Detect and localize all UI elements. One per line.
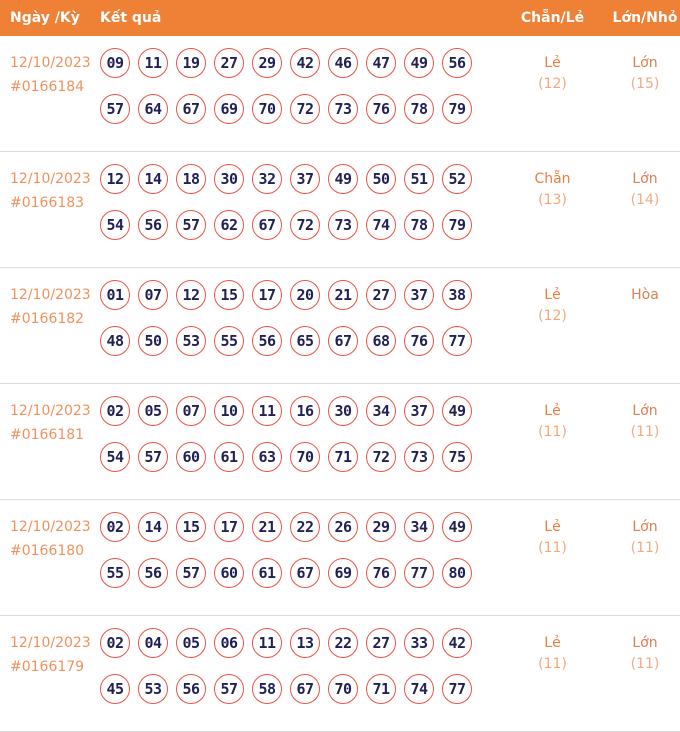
parity-count: (13) [538,192,567,208]
number-ball: 38 [442,280,472,310]
number-ball: 70 [328,674,358,704]
number-ball: 07 [176,396,206,426]
number-ball: 50 [138,326,168,356]
numbers-line-2 [100,674,495,704]
number-ball: 34 [404,512,434,542]
number-ball: 07 [138,280,168,310]
parity-label: Lẻ [544,635,561,651]
number-ball: 37 [404,396,434,426]
result-row [0,500,680,616]
number-ball: 02 [100,396,130,426]
draw-id: #0166183 [10,195,85,211]
number-ball: 65 [290,326,320,356]
number-ball: 60 [176,442,206,472]
parity-count: (11) [538,656,567,672]
number-ball: 06 [214,628,244,658]
numbers-line-2 [100,326,495,356]
number-ball: 42 [290,48,320,78]
draw-date: 12/10/2023 [10,519,91,535]
draw-id: #0166182 [10,311,85,327]
column-header-size: Lớn/Nhỏ [612,10,678,26]
number-ball: 20 [290,280,320,310]
draw-numbers-cell [100,512,495,588]
number-ball: 77 [442,674,472,704]
number-ball: 26 [328,512,358,542]
number-ball: 72 [290,94,320,124]
numbers-line-2 [100,442,495,472]
number-ball: 12 [176,280,206,310]
numbers-line-2 [100,94,495,124]
column-header-date: Ngày /Kỳ [10,10,80,26]
draw-numbers-cell [100,628,495,704]
size-label: Hòa [631,287,659,303]
number-ball: 77 [442,326,472,356]
result-row [0,384,680,500]
number-ball: 67 [252,210,282,240]
numbers-line-1 [100,512,495,542]
parity-count: (12) [538,308,567,324]
number-ball: 02 [100,512,130,542]
size-label: Lớn [632,519,658,535]
number-ball: 30 [328,396,358,426]
number-ball: 14 [138,512,168,542]
number-ball: 04 [138,628,168,658]
number-ball: 79 [442,94,472,124]
number-ball: 05 [176,628,206,658]
numbers-line-1 [100,280,495,310]
number-ball: 76 [366,94,396,124]
number-ball: 72 [290,210,320,240]
number-ball: 34 [366,396,396,426]
parity-cell [495,396,610,472]
draw-numbers-cell [100,396,495,472]
draw-info-cell [0,396,100,472]
number-ball: 67 [328,326,358,356]
number-ball: 71 [366,674,396,704]
result-row [0,616,680,732]
number-ball: 73 [328,94,358,124]
number-ball: 37 [404,280,434,310]
draw-info-cell [0,628,100,704]
number-ball: 21 [252,512,282,542]
number-ball: 56 [138,210,168,240]
number-ball: 55 [100,558,130,588]
number-ball: 56 [138,558,168,588]
number-ball: 11 [252,628,282,658]
draw-info-cell [0,280,100,356]
number-ball: 48 [100,326,130,356]
number-ball: 02 [100,628,130,658]
number-ball: 73 [404,442,434,472]
number-ball: 53 [176,326,206,356]
size-cell [610,48,680,124]
number-ball: 49 [442,512,472,542]
number-ball: 37 [290,164,320,194]
number-ball: 71 [328,442,358,472]
size-cell [610,164,680,240]
parity-label: Lẻ [544,55,561,71]
number-ball: 50 [366,164,396,194]
parity-count: (12) [538,76,567,92]
number-ball: 27 [366,280,396,310]
number-ball: 57 [100,94,130,124]
result-row [0,36,680,152]
parity-cell [495,280,610,356]
number-ball: 49 [328,164,358,194]
size-cell [610,628,680,704]
draw-date: 12/10/2023 [10,287,91,303]
number-ball: 70 [290,442,320,472]
number-ball: 49 [442,396,472,426]
number-ball: 29 [366,512,396,542]
number-ball: 78 [404,210,434,240]
number-ball: 30 [214,164,244,194]
number-ball: 57 [176,210,206,240]
number-ball: 69 [328,558,358,588]
number-ball: 60 [214,558,244,588]
parity-cell [495,164,610,240]
number-ball: 58 [252,674,282,704]
number-ball: 33 [404,628,434,658]
number-ball: 49 [404,48,434,78]
number-ball: 09 [100,48,130,78]
number-ball: 52 [442,164,472,194]
size-count: (14) [630,192,660,208]
numbers-line-2 [100,210,495,240]
number-ball: 76 [366,558,396,588]
number-ball: 67 [290,674,320,704]
numbers-line-2 [100,558,495,588]
number-ball: 19 [176,48,206,78]
size-label: Lớn [632,403,658,419]
size-count: (11) [630,540,660,556]
number-ball: 79 [442,210,472,240]
draw-date: 12/10/2023 [10,635,91,651]
number-ball: 69 [214,94,244,124]
draw-numbers-cell [100,48,495,124]
parity-label: Lẻ [544,287,561,303]
number-ball: 64 [138,94,168,124]
number-ball: 15 [214,280,244,310]
draw-id: #0166184 [10,79,85,95]
numbers-line-1 [100,628,495,658]
number-ball: 61 [214,442,244,472]
size-count: (11) [630,424,660,440]
number-ball: 17 [214,512,244,542]
parity-label: Chẵn [534,171,571,187]
number-ball: 22 [290,512,320,542]
draw-id: #0166179 [10,659,85,675]
number-ball: 01 [100,280,130,310]
number-ball: 54 [100,210,130,240]
number-ball: 62 [214,210,244,240]
number-ball: 45 [100,674,130,704]
number-ball: 54 [100,442,130,472]
number-ball: 63 [252,442,282,472]
draw-date: 12/10/2023 [10,55,91,71]
draw-date: 12/10/2023 [10,171,91,187]
number-ball: 11 [252,396,282,426]
number-ball: 61 [252,558,282,588]
numbers-line-1 [100,48,495,78]
draw-date: 12/10/2023 [10,403,91,419]
number-ball: 14 [138,164,168,194]
number-ball: 27 [366,628,396,658]
number-ball: 05 [138,396,168,426]
number-ball: 32 [252,164,282,194]
number-ball: 68 [366,326,396,356]
number-ball: 74 [366,210,396,240]
number-ball: 22 [328,628,358,658]
draw-id: #0166180 [10,543,85,559]
number-ball: 67 [176,94,206,124]
number-ball: 72 [366,442,396,472]
numbers-line-1 [100,396,495,426]
parity-cell [495,628,610,704]
size-label: Lớn [632,635,658,651]
number-ball: 13 [290,628,320,658]
draw-numbers-cell [100,164,495,240]
number-ball: 57 [214,674,244,704]
number-ball: 12 [100,164,130,194]
parity-cell [495,48,610,124]
parity-count: (11) [538,540,567,556]
number-ball: 74 [404,674,434,704]
results-table-header [0,0,680,36]
draw-info-cell [0,164,100,240]
parity-cell [495,512,610,588]
number-ball: 17 [252,280,282,310]
draw-info-cell [0,512,100,588]
draw-info-cell [0,48,100,124]
number-ball: 46 [328,48,358,78]
number-ball: 27 [214,48,244,78]
number-ball: 75 [442,442,472,472]
number-ball: 76 [404,326,434,356]
number-ball: 55 [214,326,244,356]
result-row [0,268,680,384]
number-ball: 29 [252,48,282,78]
number-ball: 78 [404,94,434,124]
size-cell [610,280,680,356]
result-row [0,152,680,268]
number-ball: 77 [404,558,434,588]
number-ball: 10 [214,396,244,426]
size-count: (11) [630,656,660,672]
size-label: Lớn [632,171,658,187]
numbers-line-1 [100,164,495,194]
parity-label: Lẻ [544,519,561,535]
number-ball: 70 [252,94,282,124]
draw-numbers-cell [100,280,495,356]
number-ball: 56 [252,326,282,356]
number-ball: 21 [328,280,358,310]
number-ball: 15 [176,512,206,542]
size-cell [610,396,680,472]
draw-id: #0166181 [10,427,85,443]
column-header-parity: Chẵn/Lẻ [520,10,585,26]
number-ball: 47 [366,48,396,78]
size-count: (15) [630,76,660,92]
results-table-body [0,36,680,732]
parity-count: (11) [538,424,567,440]
number-ball: 56 [442,48,472,78]
number-ball: 11 [138,48,168,78]
number-ball: 57 [176,558,206,588]
number-ball: 80 [442,558,472,588]
number-ball: 67 [290,558,320,588]
number-ball: 56 [176,674,206,704]
parity-label: Lẻ [544,403,561,419]
number-ball: 42 [442,628,472,658]
number-ball: 73 [328,210,358,240]
number-ball: 57 [138,442,168,472]
number-ball: 51 [404,164,434,194]
number-ball: 18 [176,164,206,194]
size-cell [610,512,680,588]
size-label: Lớn [632,55,658,71]
number-ball: 53 [138,674,168,704]
column-header-result: Kết quả [100,10,162,26]
number-ball: 16 [290,396,320,426]
